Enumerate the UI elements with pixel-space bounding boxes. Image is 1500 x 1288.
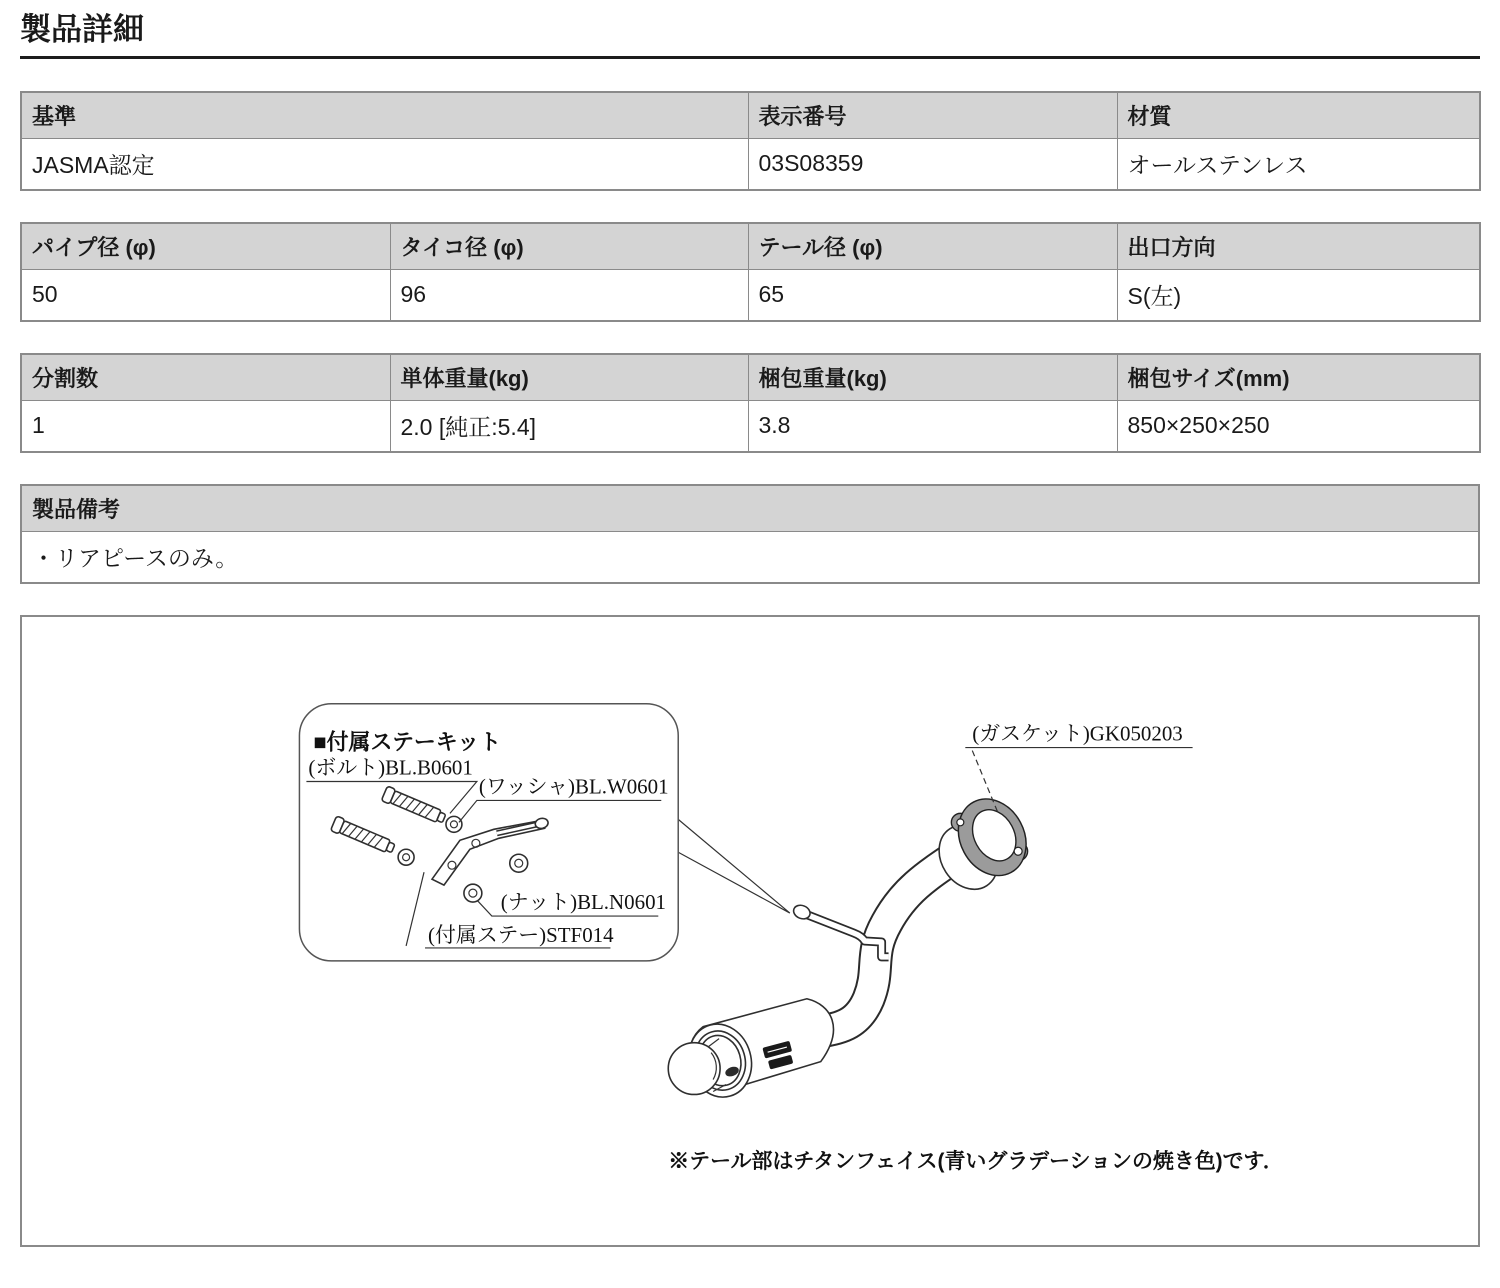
remarks-table	[20, 484, 1480, 584]
exhaust-pipe-drawing	[818, 849, 967, 1031]
header-packed-weight: 梱包重量(kg)	[748, 354, 1117, 401]
stay-kit-title: ■付属ステーキット	[313, 729, 502, 755]
value-display-number: 03S08359	[748, 138, 1117, 190]
header-tail-dia: テール径 (φ)	[748, 223, 1117, 270]
label-washer: (ワッシャ)BL.W0601	[478, 774, 669, 799]
value-pipe-dia: 50	[21, 269, 390, 321]
header-remarks: 製品備考	[21, 485, 1479, 532]
value-taiko-dia: 96	[390, 269, 748, 321]
value-material: オールステンレス	[1117, 138, 1480, 190]
product-detail-section	[0, 9, 1500, 1247]
header-display-number: 表示番号	[748, 92, 1117, 139]
value-remarks: ・リアピースのみ。	[21, 531, 1479, 583]
tail-note: ※テール部はチタンフェイス(青いグラデーションの焼き色)です．	[668, 1150, 1284, 1174]
header-split-count: 分割数	[21, 354, 390, 401]
spec-table-dimensions	[20, 222, 1481, 322]
value-packed-weight: 3.8	[748, 400, 1117, 452]
header-unit-weight: 単体重量(kg)	[390, 354, 748, 401]
callout-leader-lines	[678, 819, 790, 913]
spec-table-standard	[20, 91, 1481, 191]
spec-table-packing	[20, 353, 1481, 453]
header-pipe-dia: パイプ径 (φ)	[21, 223, 390, 270]
exhaust-diagram-svg	[22, 617, 1478, 1245]
header-standard: 基準	[21, 92, 748, 139]
header-packed-size: 梱包サイズ(mm)	[1117, 354, 1480, 401]
header-taiko-dia: タイコ径 (φ)	[390, 223, 748, 270]
header-material: 材質	[1117, 92, 1480, 139]
value-tail-dia: 65	[748, 269, 1117, 321]
title-divider	[20, 56, 1480, 59]
label-stay: (付属ステー)STF014	[428, 922, 614, 947]
value-unit-weight: 2.0 [純正:5.4]	[390, 400, 748, 452]
value-packed-size: 850×250×250	[1117, 400, 1480, 452]
value-outlet-direction: S(左)	[1117, 269, 1480, 321]
value-standard: JASMA認定	[21, 138, 748, 190]
page-title: 製品詳細	[20, 12, 144, 47]
stay-kit-callout	[299, 704, 678, 961]
label-bolt: (ボルト)BL.B0601	[308, 755, 473, 780]
label-gasket: (ガスケット)GK050203	[972, 721, 1183, 746]
header-outlet-direction: 出口方向	[1117, 223, 1480, 270]
product-diagram-box	[20, 615, 1480, 1247]
value-split-count: 1	[21, 400, 390, 452]
label-nut: (ナット)BL.N0601	[500, 889, 666, 914]
